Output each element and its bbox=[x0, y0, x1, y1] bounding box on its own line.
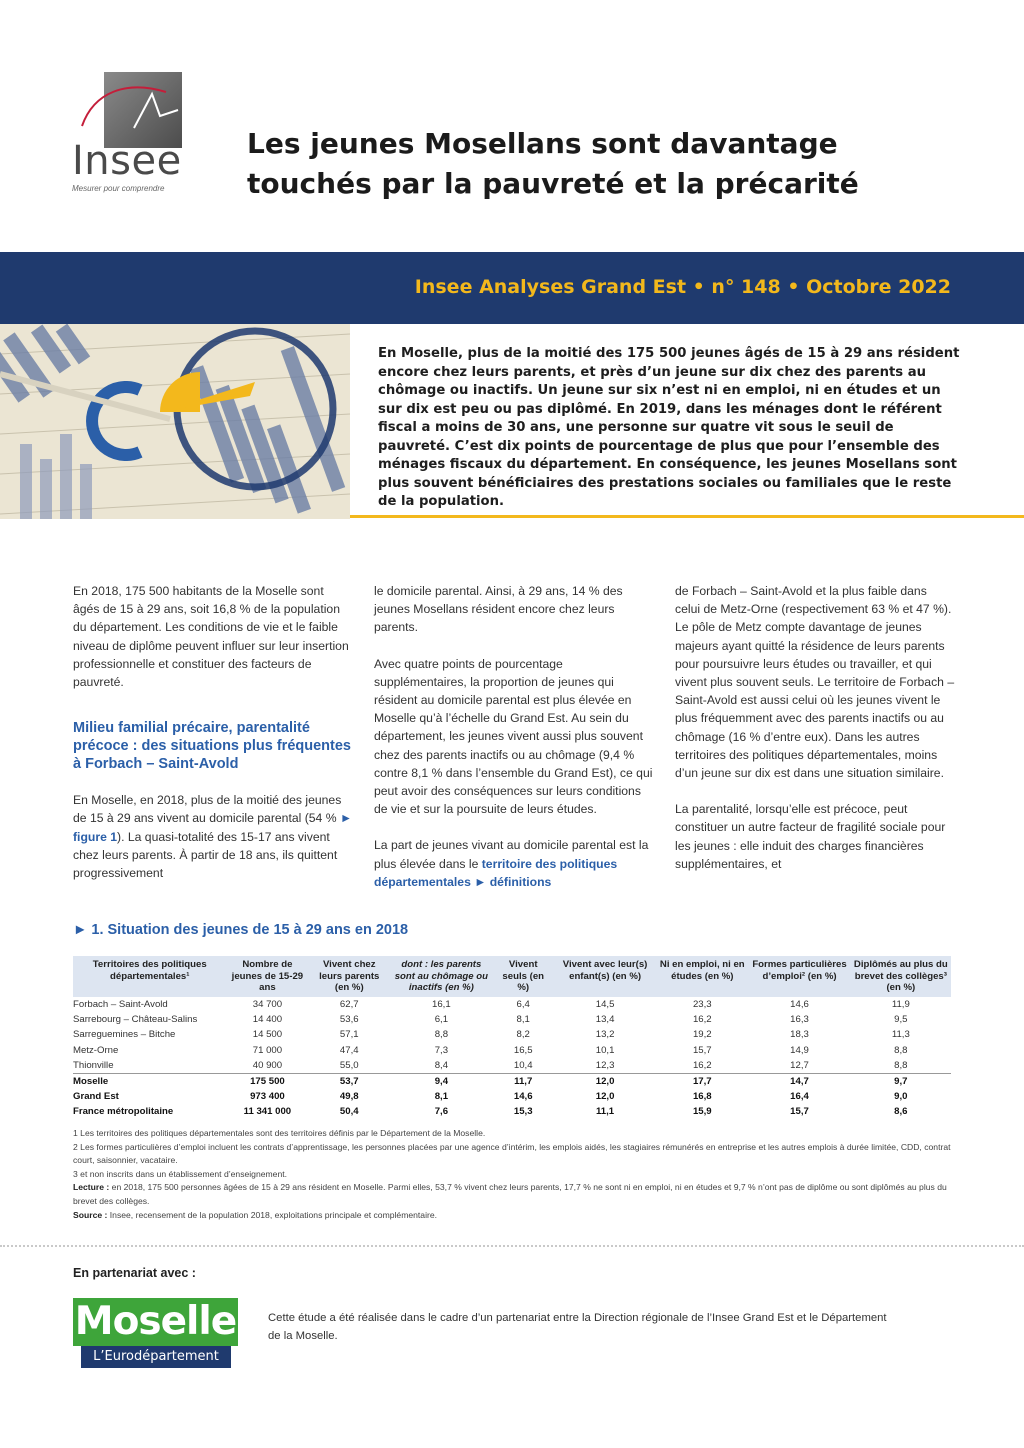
table-cell: 13,4 bbox=[595, 1014, 615, 1026]
paragraph: de Forbach – Saint-Avold et la plus faible dans celui de Metz-Orne (respectivement 63 % et 47 %). Le pôle de Metz compte davantage de jeunes majeurs ayant quitté la résidence de leurs parents pour poursuivre leurs études ou travailler, et qui vivent plus souvent seuls. Le territoire de Forbach – Saint-Avold est aussi celui où les jeunes vivent le plus fréquemment avec des parents inactifs ou au chômage (16 % d’entre eux). Dans les autres territoires des politiques départementales, moins d’un jeune sur dix est dans une situation similaire. bbox=[675, 584, 955, 781]
table-cell: 15,7 bbox=[790, 1106, 809, 1118]
table-row bbox=[73, 1058, 951, 1073]
moselle-logo-word: Moselle bbox=[74, 1299, 237, 1344]
column-3 bbox=[675, 582, 955, 891]
table-cell: 8,1 bbox=[434, 1091, 449, 1103]
table-cell: 9,5 bbox=[894, 1014, 908, 1026]
table-cell: 16,4 bbox=[790, 1091, 809, 1103]
table-cell: 14 500 bbox=[252, 1029, 283, 1041]
table-row bbox=[73, 1012, 951, 1027]
table-cell: 6,4 bbox=[516, 998, 530, 1010]
table-cell: 15,7 bbox=[692, 1044, 712, 1056]
table-cell: 175 500 bbox=[250, 1075, 285, 1087]
table-cell: 14,9 bbox=[790, 1044, 809, 1056]
column-header: dont : les parents sont au chômage ou inactifs (en %) bbox=[390, 956, 492, 997]
table-notes bbox=[73, 1127, 953, 1222]
table-cell: 14,7 bbox=[790, 1075, 809, 1087]
footnote: 2 Les formes particulières d’emploi incluent les contrats d’apprentissage, les personnes placées par une agence d’intérim, les emplois aidés, les stagiaires rémunérés en entreprise et les autres emplois à durée limitée, CDD, contrat court, saisonnier, vacataire. bbox=[73, 1141, 951, 1166]
dotted-divider bbox=[0, 1245, 1024, 1247]
table-cell: 11,3 bbox=[891, 1029, 910, 1041]
table-row-total bbox=[73, 1089, 951, 1104]
table-cell: 8,6 bbox=[894, 1106, 908, 1118]
paragraph: La part de jeunes vivant au domicile parental est la plus élevée dans le territoire des politiques départementales ► définitions bbox=[374, 838, 649, 889]
section-heading: Milieu familial précaire, parentalité précoce : des situations plus fréquentes à Forbach – Saint-Avold bbox=[73, 720, 351, 773]
insee-logo-word: Insee bbox=[72, 138, 182, 184]
paragraph: En Moselle, en 2018, plus de la moitié des jeunes de 15 à 29 ans vivent au domicile parental (54 % ► figure 1). La quasi-totalité des 15-17 ans vivent chez leurs parents. À partir de 18 ans, ils quittent progressivement bbox=[73, 793, 353, 881]
table-row bbox=[73, 1027, 951, 1042]
publication-band bbox=[0, 252, 1024, 324]
column-header: Formes particulières d’emploi² (en %) bbox=[748, 956, 850, 997]
column-header: Ni en emploi, ni en études (en %) bbox=[656, 956, 748, 997]
table-header-row bbox=[73, 956, 951, 997]
page-title: Les jeunes Mosellans sont davantage touchés par la pauvreté et la précarité bbox=[247, 127, 859, 200]
table-cell: Sarreguemines – Bitche bbox=[73, 1029, 176, 1041]
table-cell: 34 700 bbox=[252, 998, 283, 1010]
figure-title: ► 1. Situation des jeunes de 15 à 29 ans en 2018 bbox=[73, 922, 409, 938]
table-cell: 7,3 bbox=[434, 1044, 449, 1056]
table-cell: 973 400 bbox=[250, 1091, 285, 1103]
abstract-divider bbox=[350, 515, 1024, 518]
table-row bbox=[73, 997, 951, 1012]
reading-note: Lecture : en 2018, 175 500 personnes âgées de 15 à 29 ans résident en Moselle. Parmi elles, 53,7 % vivent chez leurs parents, 17,7 % ne sont ni en emploi, ni en études et 9,7 % n’ont pas de diplôme ou sont diplômés au plus du brevet des collèges. bbox=[73, 1182, 947, 1206]
column-header: Diplômés au plus du brevet des collèges³ (en %) bbox=[851, 956, 951, 997]
table-cell: 19,2 bbox=[692, 1029, 712, 1041]
table-cell: 14 400 bbox=[252, 1014, 283, 1026]
table-cell: 12,3 bbox=[554, 1058, 656, 1073]
paragraph: le domicile parental. Ainsi, à 29 ans, 14 % des jeunes Mosellans résident encore chez leurs parents. bbox=[374, 584, 623, 635]
table-cell: 9,4 bbox=[434, 1075, 449, 1087]
publication-reference: Insee Analyses Grand Est • n° 148 • Octobre 2022 bbox=[414, 276, 951, 298]
table-row bbox=[73, 1043, 951, 1058]
table-cell: 8,8 bbox=[434, 1029, 449, 1041]
table-cell: 16,8 bbox=[692, 1091, 712, 1103]
table-cell: France métropolitaine bbox=[73, 1106, 174, 1118]
table-cell: 6,1 bbox=[434, 1014, 449, 1026]
figure-1-table bbox=[73, 956, 951, 1120]
footnote: 3 et non inscrits dans un établissement d’enseignement. bbox=[73, 1168, 288, 1179]
definitions-link[interactable]: territoire des politiques départementales ► définitions bbox=[374, 856, 618, 889]
table-cell: 11,1 bbox=[596, 1106, 615, 1118]
table-cell: 13,2 bbox=[595, 1029, 615, 1041]
table-cell: 16,5 bbox=[513, 1044, 533, 1056]
table-cell: 8,1 bbox=[516, 1014, 530, 1026]
figure-1-link[interactable]: ► figure 1 bbox=[73, 811, 353, 844]
table-cell: 12,7 bbox=[748, 1058, 850, 1073]
table-cell: Grand Est bbox=[73, 1091, 119, 1103]
table-cell: 15,3 bbox=[513, 1106, 533, 1118]
table-row-total bbox=[73, 1073, 951, 1088]
table-cell: 47,4 bbox=[339, 1044, 359, 1056]
table-cell: Moselle bbox=[73, 1075, 109, 1087]
table-cell: Thionville bbox=[73, 1058, 226, 1073]
column-header: Nombre de jeunes de 15-29 ans bbox=[226, 956, 308, 997]
table-cell: 16,1 bbox=[432, 998, 451, 1010]
source-note: Source : Insee, recensement de la population 2018, exploitations principale et complémentaire. bbox=[73, 1209, 438, 1220]
column-1 bbox=[73, 582, 353, 900]
moselle-logo-tagline: L’Eurodépartement bbox=[81, 1346, 231, 1368]
table-cell: 57,1 bbox=[339, 1029, 359, 1041]
table-cell: 71 000 bbox=[252, 1044, 283, 1056]
table-cell: 11 341 000 bbox=[243, 1106, 292, 1118]
table-cell: 23,3 bbox=[692, 998, 712, 1010]
paragraph: Avec quatre points de pourcentage supplémentaires, la proportion de jeunes qui résident au domicile parental est plus élevée en Moselle qu’à l’échelle du Grand Est. Au sein du département, les jeunes vivent aussi plus souvent chez des parents inactifs ou au chômage (9,4 % contre 8,1 % dans l’ensemble du Grand Est), ce qui peut avoir des conséquences sur leurs conditions de vie et sur la poursuite de leurs études. bbox=[374, 656, 653, 817]
column-header: Vivent avec leur(s) enfant(s) (en %) bbox=[554, 956, 656, 997]
table-cell: 55,0 bbox=[308, 1058, 390, 1073]
table-cell: 53,7 bbox=[339, 1075, 359, 1087]
insee-logo-mark bbox=[104, 72, 182, 148]
table-cell: 16,2 bbox=[692, 1014, 712, 1026]
column-header: Territoires des politiques départementales¹ bbox=[73, 956, 226, 997]
table-cell: 14,5 bbox=[595, 998, 615, 1010]
table-cell: 11,7 bbox=[514, 1075, 533, 1087]
table-cell: 40 900 bbox=[226, 1058, 308, 1073]
table-cell: 10,1 bbox=[595, 1044, 615, 1056]
table-cell: 12,0 bbox=[595, 1075, 615, 1087]
table-cell: 12,0 bbox=[595, 1091, 615, 1103]
column-2 bbox=[374, 582, 654, 909]
table-cell: 53,6 bbox=[339, 1014, 359, 1026]
footnote: 1 Les territoires des politiques départementales sont des territoires définis par le Département de la Moselle. bbox=[73, 1128, 486, 1138]
table-cell: 18,3 bbox=[790, 1029, 809, 1041]
table-cell: Metz-Orne bbox=[73, 1044, 119, 1056]
insee-logo-tagline: Mesurer pour comprendre bbox=[72, 184, 165, 193]
paragraph: En 2018, 175 500 habitants de la Moselle sont âgés de 15 à 29 ans, soit 16,8 % de la population du département. Les conditions de vie et le faible niveau de diplôme peuvent influer sur leur insertion professionnelle et constituer des facteurs de pauvreté. bbox=[73, 584, 349, 690]
table-cell: 9,7 bbox=[894, 1075, 908, 1087]
table-cell: 8,2 bbox=[516, 1029, 530, 1041]
table-cell: 17,7 bbox=[692, 1075, 712, 1087]
table-cell: 16,3 bbox=[790, 1014, 809, 1026]
table-cell: 16,2 bbox=[656, 1058, 748, 1073]
column-header: Vivent seuls (en %) bbox=[493, 956, 554, 997]
column-header: Vivent chez leurs parents (en %) bbox=[308, 956, 390, 997]
table-cell: 7,6 bbox=[434, 1106, 449, 1118]
hero-illustration bbox=[0, 324, 350, 519]
abstract: En Moselle, plus de la moitié des 175 500 jeunes âgés de 15 à 29 ans résident encore chez leurs parents, et près d’un jeune sur dix chez des parents au chômage ou inactifs. Un jeune sur six n’est ni en emploi, ni en études et un sur dix est peu ou pas diplômé. En 2019, dans les ménages dont le référent fiscal a moins de 30 ans, une personne sur quatre vit sous le seuil de pauvreté. C’est dix points de pourcentage de plus que pour l’ensemble des ménages fiscaux du département. En conséquence, les jeunes Mosellans sont plus souvent bénéficiaires des prestations sociales ou familiales que le reste de la population. bbox=[378, 346, 960, 509]
table-cell: 10,4 bbox=[493, 1058, 554, 1073]
table-cell: 11,9 bbox=[891, 998, 910, 1010]
paragraph: La parentalité, lorsqu’elle est précoce, peut constituer un autre facteur de fragilité sociale pour les jeunes : elle induit des charges financières supplémentaires, et bbox=[675, 802, 946, 871]
table-cell: 50,4 bbox=[339, 1106, 359, 1118]
table-cell: 14,6 bbox=[513, 1091, 533, 1103]
table-cell: 9,0 bbox=[894, 1091, 908, 1103]
partner-label: En partenariat avec : bbox=[73, 1266, 196, 1280]
table-cell: 15,9 bbox=[692, 1106, 712, 1118]
insee-logo bbox=[70, 70, 185, 200]
moselle-logo bbox=[73, 1298, 238, 1370]
table-cell: Forbach – Saint-Avold bbox=[73, 998, 168, 1010]
table-cell: 49,8 bbox=[339, 1091, 359, 1103]
table-cell: 8,8 bbox=[851, 1058, 951, 1073]
table-cell: 8,4 bbox=[390, 1058, 492, 1073]
table-cell: 62,7 bbox=[339, 998, 359, 1010]
partner-text: Cette étude a été réalisée dans le cadre d’un partenariat entre la Direction régionale de l’Insee Grand Est et le Département de la Moselle. bbox=[268, 1312, 887, 1342]
table-row-total bbox=[73, 1104, 951, 1119]
table-cell: Sarrebourg – Château-Salins bbox=[73, 1014, 198, 1026]
table-cell: 14,6 bbox=[790, 998, 809, 1010]
table-cell: 8,8 bbox=[894, 1044, 908, 1056]
